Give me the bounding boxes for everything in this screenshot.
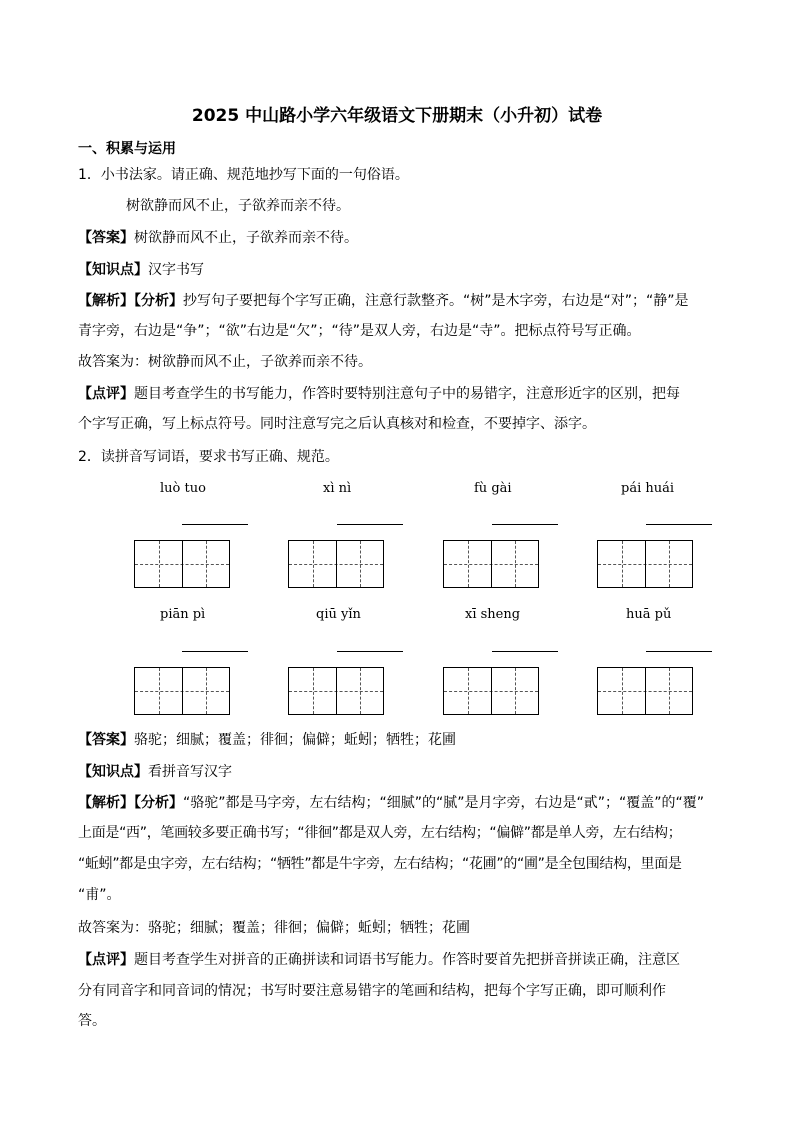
analysis-label: 【解析】【分析】 xyxy=(78,293,183,309)
q1-proverb: 树欲静而风不止，子欲养而亲不待。 xyxy=(126,198,350,214)
analysis-text: “骆驼”都是马字旁，左右结构；“细腻”的“腻”是月字旁，右边是“貳”；“覆盖”的“覆” xyxy=(183,795,705,811)
pinyin-label: fù gài xyxy=(474,481,512,496)
kp-label: 【知识点】 xyxy=(78,764,148,780)
answer-underline xyxy=(646,651,712,652)
q2-comment-line-3: 答。 xyxy=(78,1013,106,1029)
q2-analysis-line-3: “蚯蚓”都是虫字旁，左右结构；“牺牲”都是牛字旁，左右结构；“花圃”的“圃”是全包围结构，里面是 xyxy=(78,856,682,872)
q1-comment-line-2: 个字写正确，写上标点符号。同时注意写完之后认真核对和检查，不要掉字、添字。 xyxy=(78,416,596,432)
comment-label: 【点评】 xyxy=(78,386,134,402)
answer-underline xyxy=(182,651,248,652)
kp-text: 汉字书写 xyxy=(148,262,204,278)
answer-underline xyxy=(182,524,248,525)
page-title: 2025 中山路小学六年级语文下册期末（小升初）试卷 xyxy=(191,106,603,126)
answer-underline xyxy=(337,651,403,652)
answer-underline xyxy=(337,524,403,525)
answer-underline xyxy=(492,651,558,652)
q2-final-answer: 故答案为：骆驼；细腻；覆盖；徘徊；偏僻；蚯蚓；牺牲；花圃 xyxy=(78,920,470,936)
q1-stem: 1．小书法家。请正确、规范地抄写下面的一句俗语。 xyxy=(78,167,409,183)
answer-text: 树欲静而风不止，子欲养而亲不待。 xyxy=(134,230,358,246)
q2-analysis-line-4: “甫”。 xyxy=(78,887,121,903)
answer-label: 【答案】 xyxy=(78,732,134,748)
answer-underline xyxy=(646,524,712,525)
tian-grid-box[interactable] xyxy=(134,540,230,588)
tian-grid-box[interactable] xyxy=(288,540,384,588)
q2-comment-line-1 xyxy=(78,949,718,971)
q2-answer xyxy=(78,729,718,751)
q1-knowledge-point xyxy=(78,259,718,281)
q2-comment-line-2: 分有同音字和同音词的情况；书写时要注意易错字的笔画和结构，把每个字写正确，即可顺利作 xyxy=(78,983,666,999)
analysis-label: 【解析】【分析】 xyxy=(78,795,183,811)
answer-underline xyxy=(492,524,558,525)
pinyin-label: xì nì xyxy=(323,481,352,496)
pinyin-label: qiū yǐn xyxy=(316,607,361,622)
section-heading: 一、积累与运用 xyxy=(78,141,176,157)
comment-text: 题目考查学生的书写能力，作答时要特别注意句子中的易错字，注意形近字的区别，把每 xyxy=(134,386,680,402)
q2-analysis-line-1 xyxy=(78,792,718,814)
q1-analysis-line-1 xyxy=(78,290,718,312)
comment-label: 【点评】 xyxy=(78,952,134,968)
pinyin-label: pái huái xyxy=(621,481,675,496)
q1-comment-line-1 xyxy=(78,383,718,405)
tian-grid-box[interactable] xyxy=(288,667,384,715)
tian-grid-box[interactable] xyxy=(443,667,539,715)
analysis-text: 抄写句子要把每个字写正确，注意行款整齐。“树”是木字旁，右边是“对”；“静”是 xyxy=(183,293,689,309)
pinyin-label: luò tuo xyxy=(160,481,206,496)
answer-text: 骆驼；细腻；覆盖；徘徊；偏僻；蚯蚓；牺牲；花圃 xyxy=(134,732,456,748)
tian-grid-box[interactable] xyxy=(134,667,230,715)
pinyin-label: piān pì xyxy=(160,607,206,622)
tian-grid-box[interactable] xyxy=(597,667,693,715)
q1-analysis-line-2: 青字旁，右边是“争”；“欲”右边是“欠”；“待”是双人旁，右边是“寺”。把标点符号写正确。 xyxy=(78,323,641,339)
tian-grid-box[interactable] xyxy=(443,540,539,588)
q2-analysis-line-2: 上面是“西”，笔画较多要正确书写；“徘徊”都是双人旁，左右结构；“偏僻”都是单人旁，左右结构； xyxy=(78,825,682,841)
kp-text: 看拼音写汉字 xyxy=(148,764,232,780)
answer-label: 【答案】 xyxy=(78,230,134,246)
q2-stem: 2．读拼音写词语，要求书写正确、规范。 xyxy=(78,449,339,465)
q1-final-answer: 故答案为：树欲静而风不止，子欲养而亲不待。 xyxy=(78,354,372,370)
q2-knowledge-point xyxy=(78,761,718,783)
tian-grid-box[interactable] xyxy=(597,540,693,588)
q1-answer xyxy=(78,227,718,249)
comment-text: 题目考查学生对拼音的正确拼读和词语书写能力。作答时要首先把拼音拼读正确，注意区 xyxy=(134,952,680,968)
kp-label: 【知识点】 xyxy=(78,262,148,278)
pinyin-label: huā pǔ xyxy=(626,607,672,622)
pinyin-label: xī sheng xyxy=(465,607,521,622)
